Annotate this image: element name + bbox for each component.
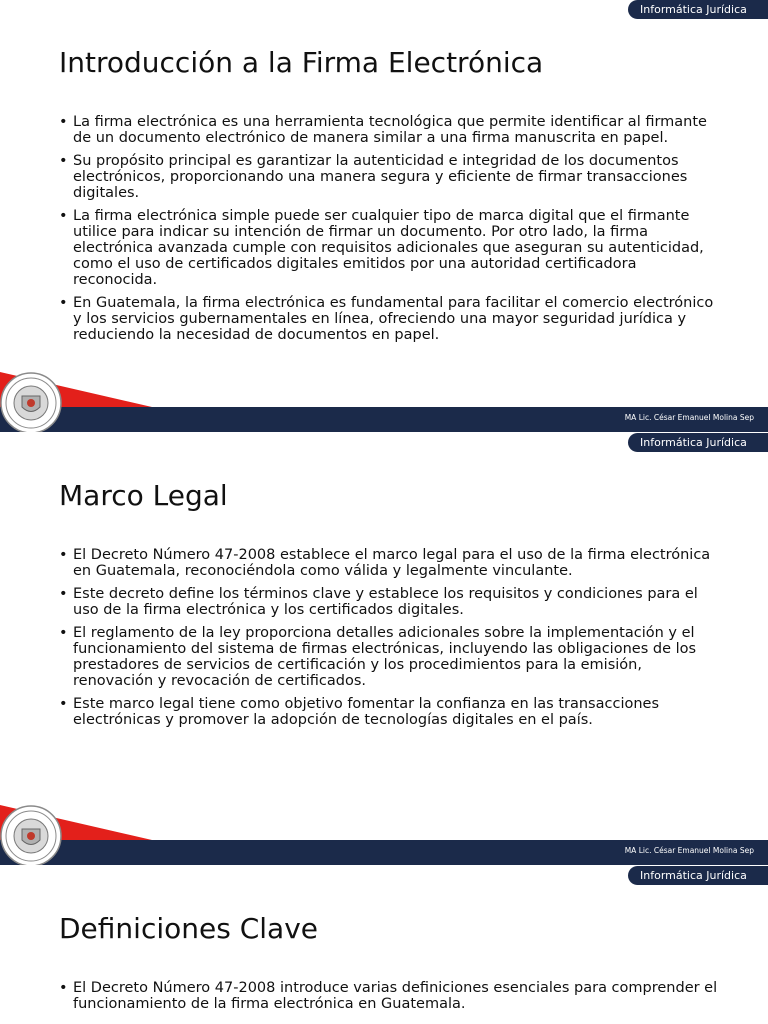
bullet-item: • El reglamento de la ley proporciona detalles adicionales sobre la implementación y el funcionamiento del sistema de firmas electrónicas, incluyendo las obligaciones de los prestadores de servicios de certificación y los procedimientos para la emisión, renovación y revocación de certificados. <box>59 625 719 689</box>
bullet-list <box>59 980 719 1019</box>
slide-definiciones-clave <box>0 866 768 1024</box>
bullet-item: • Este decreto define los términos clave y establece los requisitos y condiciones para el uso de la firma electrónica y los certificados digitales. <box>59 586 719 618</box>
university-seal-icon <box>0 372 62 432</box>
bullet-item: • La firma electrónica simple puede ser cualquier tipo de marca digital que el firmante utilice para indicar su intención de firmar un documento. Por otro lado, la firma electrónica avanzada cumple con requisitos adicionales que aseguran su autenticidad, como el uso de certificados digitales emitidos por una autoridad certificadora reconocida. <box>59 208 719 288</box>
slide-marco-legal <box>0 433 768 865</box>
slide-footer <box>0 372 768 432</box>
course-tag: Informática Jurídica <box>628 0 768 19</box>
bullet-item: • El Decreto Número 47-2008 introduce varias definiciones esenciales para comprender el funcionamiento de la firma electrónica en Guatemala. <box>59 980 719 1012</box>
slide-title: Introducción a la Firma Electrónica <box>59 46 544 79</box>
bullet-item: • Este marco legal tiene como objetivo fomentar la confianza en las transacciones electrónicas y promover la adopción de tecnologías digitales en el país. <box>59 696 719 728</box>
slide-firma-electronica <box>0 0 768 432</box>
bullet-list <box>59 547 719 735</box>
footer-band <box>0 372 768 432</box>
footer-band <box>0 805 768 865</box>
course-tag: Informática Jurídica <box>628 866 768 885</box>
bullet-item: • El Decreto Número 47-2008 establece el marco legal para el uso de la firma electrónica en Guatemala, reconociéndola como válida y legalmente vinculante. <box>59 547 719 579</box>
bullet-item: • En Guatemala, la firma electrónica es fundamental para facilitar el comercio electrónico y los servicios gubernamentales en línea, ofreciendo una mayor seguridad jurídica y reduciendo la necesidad de documentos en papel. <box>59 295 719 343</box>
slide-title: Marco Legal <box>59 479 228 512</box>
footer-author: MA Lic. César Emanuel Molina Sep <box>624 413 754 422</box>
slide-title: Definiciones Clave <box>59 912 318 945</box>
bullet-list <box>59 114 719 350</box>
bullet-item: • La firma electrónica es una herramienta tecnológica que permite identificar al firmante de un documento electrónico de manera similar a una firma manuscrita en papel. <box>59 114 719 146</box>
university-seal-icon <box>0 805 62 865</box>
bullet-item: • Su propósito principal es garantizar la autenticidad e integridad de los documentos electrónicos, proporcionando una manera segura y eficiente de firmar transacciones digitales. <box>59 153 719 201</box>
slide-footer <box>0 805 768 865</box>
footer-author: MA Lic. César Emanuel Molina Sep <box>624 846 754 855</box>
course-tag: Informática Jurídica <box>628 433 768 452</box>
